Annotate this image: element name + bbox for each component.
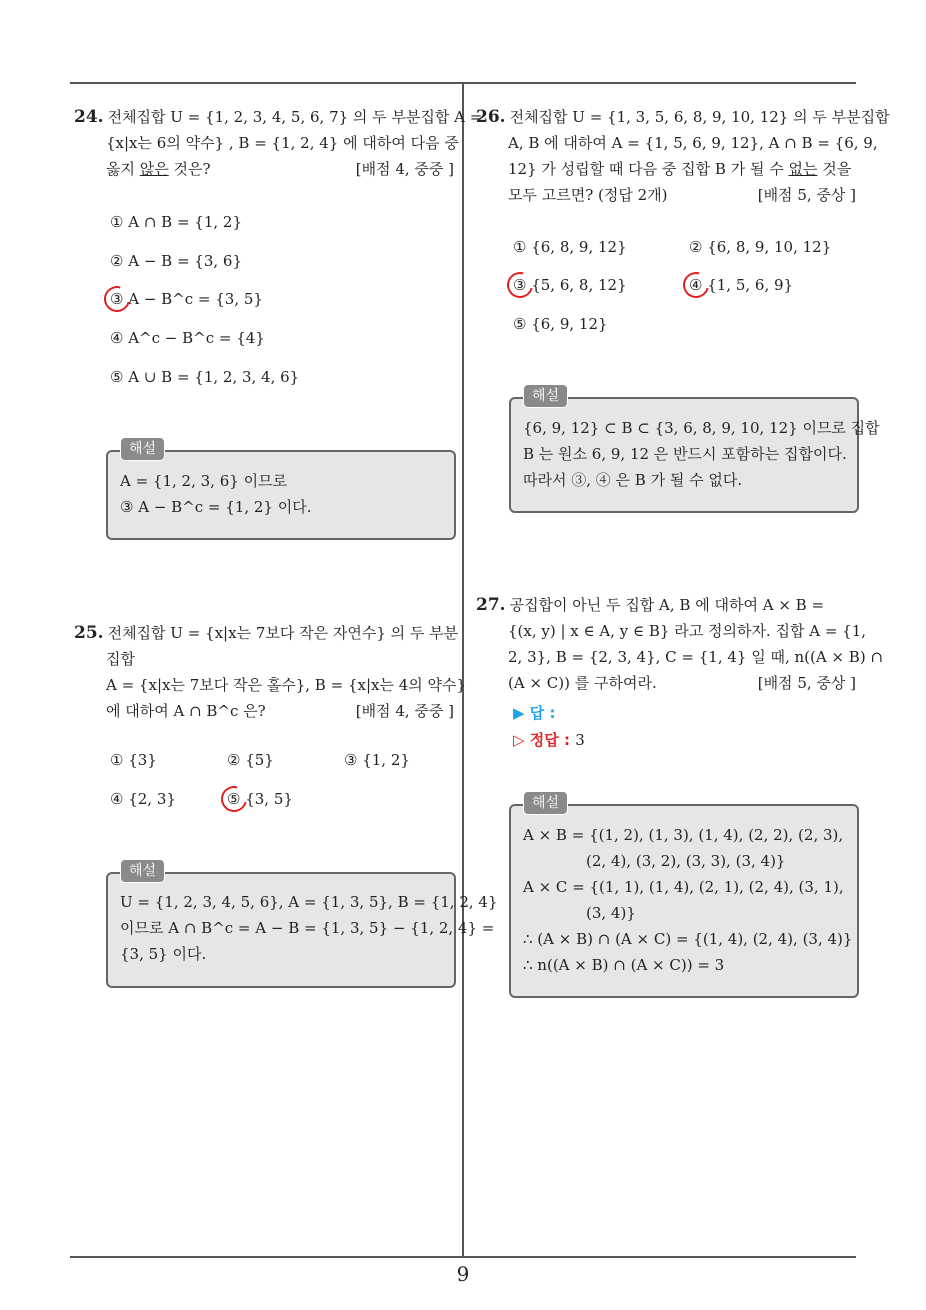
question-text: {x|x는 6의 약수} , B = {1, 2, 4} 에 대하여 다음 중 xyxy=(106,134,459,152)
explanation-tag: 해설 xyxy=(120,437,165,461)
option-1[interactable]: ① A ∩ B = {1, 2} xyxy=(110,213,242,231)
option-3[interactable]: ③ {5, 6, 8, 12} xyxy=(513,276,627,294)
explanation-tag: 해설 xyxy=(523,791,568,815)
question-text: 전체집합 U = {x|x는 7보다 작은 자연수} 의 두 부분 xyxy=(107,624,459,642)
option-2[interactable]: ② A − B = {3, 6} xyxy=(110,252,242,270)
question-text: 12} 가 성립할 때 다음 중 집합 B 가 될 수 없는 것을 xyxy=(508,160,852,178)
score-meta: [배점 5, 중상 ] xyxy=(757,186,856,204)
correct-answer xyxy=(513,729,585,750)
answer-circle-mark xyxy=(99,281,135,317)
explanation-line: A × B = {(1, 2), (1, 3), (1, 4), (2, 2), (2, 3), xyxy=(523,826,844,844)
correct-label: ▷ 정답 : xyxy=(513,731,570,749)
explanation-line: 따라서 ③, ④ 은 B 가 될 수 없다. xyxy=(523,471,743,489)
question-text: 전체집합 U = {1, 2, 3, 4, 5, 6, 7} 의 두 부분집합 A = xyxy=(107,108,483,126)
option-4[interactable]: ④ {2, 3} xyxy=(110,790,176,808)
explanation-line: A = {1, 2, 3, 6} 이므로 xyxy=(120,472,288,490)
explanation-line: ∴ n((A × B) ∩ (A × C)) = 3 xyxy=(523,956,725,974)
underlined-text: 없는 xyxy=(788,160,818,178)
question-number: 25. xyxy=(74,623,104,643)
question-number: 24. xyxy=(74,107,104,127)
question-27 xyxy=(476,592,884,696)
option-2[interactable]: ② {6, 8, 9, 10, 12} xyxy=(689,238,832,256)
question-text: 옳지 않은 것은? xyxy=(106,160,211,178)
answer-circle-mark xyxy=(502,267,538,303)
explanation-line: U = {1, 2, 3, 4, 5, 6}, A = {1, 3, 5}, B = {1, 2, 4} xyxy=(120,893,498,911)
question-25 xyxy=(74,620,467,724)
option-3[interactable]: ③ A − B^c = {3, 5} xyxy=(110,290,263,308)
question-text: 2, 3}, B = {2, 3, 4}, C = {1, 4} 일 때, n((A × B) ∩ xyxy=(508,648,884,666)
explanation-line: (3, 4)} xyxy=(586,904,636,922)
option-2[interactable]: ② {5} xyxy=(227,751,274,769)
option-5[interactable]: ⑤ {3, 5} xyxy=(227,790,293,808)
score-meta: [배점 4, 중중 ] xyxy=(355,160,454,178)
question-text: A = {x|x는 7보다 작은 홀수}, B = {x|x는 4의 약수} xyxy=(106,676,467,694)
underlined-text: 않은 xyxy=(139,160,169,178)
explanation-line: A × C = {(1, 1), (1, 4), (2, 1), (2, 4), (3, 1), xyxy=(523,878,844,896)
explanation-tag: 해설 xyxy=(523,384,568,408)
score-meta: [배점 4, 중중 ] xyxy=(355,702,454,720)
question-text: (A × C)) 를 구하여라. xyxy=(508,674,657,692)
question-text: 집합 xyxy=(106,650,135,668)
explanation-line: ③ A − B^c = {1, 2} 이다. xyxy=(120,498,312,516)
question-text: 전체집합 U = {1, 3, 5, 6, 8, 9, 10, 12} 의 두 부분집합 xyxy=(509,108,890,126)
option-5[interactable]: ⑤ A ∪ B = {1, 2, 3, 4, 6} xyxy=(110,368,300,386)
answer-circle-mark xyxy=(678,267,714,303)
option-1[interactable]: ① {6, 8, 9, 12} xyxy=(513,238,627,256)
column-divider xyxy=(462,82,464,1258)
option-4[interactable]: ④ A^c − B^c = {4} xyxy=(110,329,265,347)
question-number: 27. xyxy=(476,595,506,615)
option-4[interactable]: ④ {1, 5, 6, 9} xyxy=(689,276,794,294)
question-text: A, B 에 대하여 A = {1, 5, 6, 9, 12}, A ∩ B = {6, 9, xyxy=(508,134,878,152)
explanation-line: {6, 9, 12} ⊂ B ⊂ {3, 6, 8, 9, 10, 12} 이므로 집합 xyxy=(523,419,880,437)
question-text: 공집합이 아닌 두 집합 A, B 에 대하여 A × B = xyxy=(509,596,825,614)
explanation-tag: 해설 xyxy=(120,859,165,883)
bottom-rule xyxy=(70,1256,856,1258)
question-26 xyxy=(476,104,890,208)
option-3[interactable]: ③ {1, 2} xyxy=(344,751,410,769)
question-text: 모두 고르면? (정답 2개) xyxy=(508,186,668,204)
answer-label: ▶ 답 : xyxy=(513,704,556,722)
score-meta: [배점 5, 중상 ] xyxy=(757,674,856,692)
question-text: {(x, y) | x ∈ A, y ∈ B} 라고 정의하자. 집합 A = {1, xyxy=(508,622,867,640)
explanation-line: (2, 4), (3, 2), (3, 3), (3, 4)} xyxy=(586,852,786,870)
answer-circle-mark xyxy=(216,781,252,817)
question-text: 에 대하여 A ∩ B^c 은? xyxy=(106,702,266,720)
question-number: 26. xyxy=(476,107,506,127)
explanation-line: ∴ (A × B) ∩ (A × C) = {(1, 4), (2, 4), (3, 4)} xyxy=(523,930,853,948)
option-1[interactable]: ① {3} xyxy=(110,751,157,769)
page-number: 9 xyxy=(456,1262,470,1286)
explanation-line: {3, 5} 이다. xyxy=(120,945,207,963)
correct-value: 3 xyxy=(575,731,585,749)
explanation-line: B 는 원소 6, 9, 12 은 반드시 포함하는 집합이다. xyxy=(523,445,847,463)
option-5[interactable]: ⑤ {6, 9, 12} xyxy=(513,315,608,333)
question-24 xyxy=(74,104,483,182)
explanation-line: 이므로 A ∩ B^c = A − B = {1, 3, 5} − {1, 2, 4} = xyxy=(120,919,495,937)
